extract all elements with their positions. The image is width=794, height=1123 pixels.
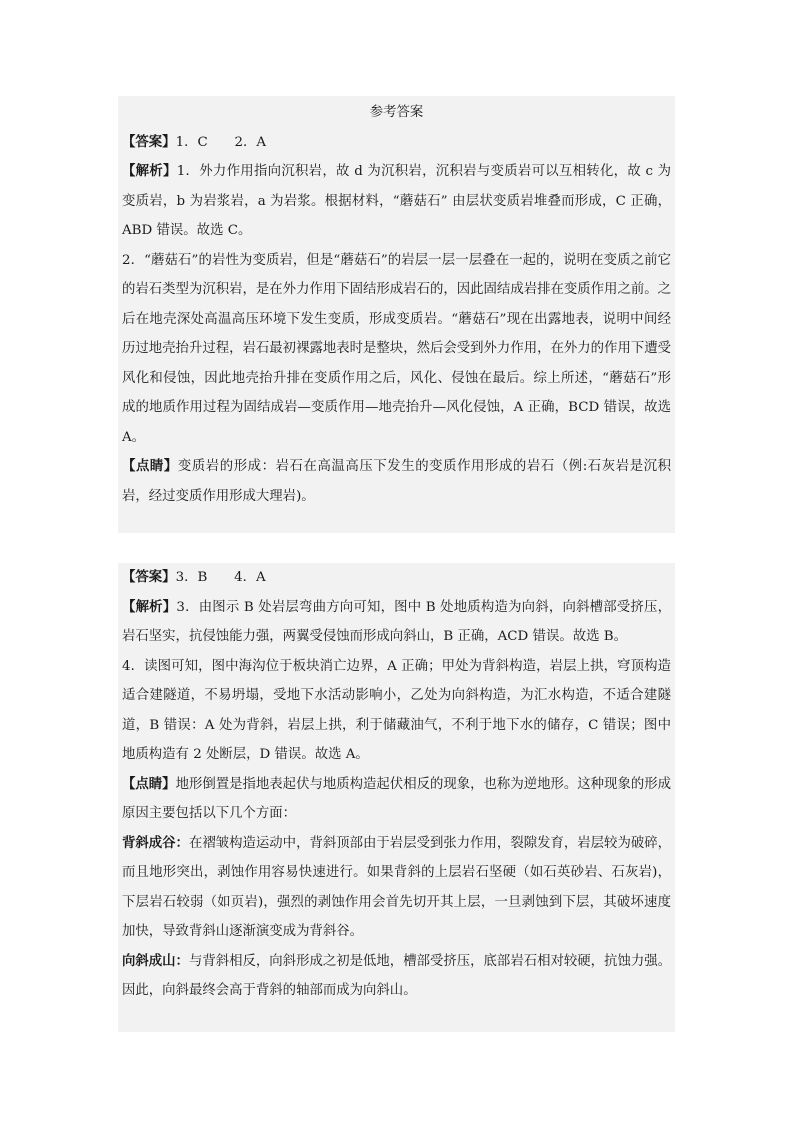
point-text: 在褶皱构造运动中，背斜顶部由于岩层受到张力作用，裂隙发育，岩层较为破碎，而且地形突出，剥蚀作用容易快速进行。如果背斜的上层岩石坚硬（如石英砂岩、石灰岩)，下层岩石较弱（如页岩)，强烈的剥蚀作用会首先切开其上层，一旦剥蚀到下层，其破坏速度加快，导致背斜山逐渐演变成为背斜谷。 <box>122 835 672 939</box>
point-lead: 背斜成谷： <box>122 834 189 851</box>
answer-line <box>122 128 671 158</box>
answer-block-1 <box>118 96 675 533</box>
point-anticline-valley <box>122 829 671 947</box>
analysis-tag: 【解析】 <box>122 598 177 615</box>
point-lead: 向斜成山： <box>122 952 189 969</box>
page-title: 参考答案 <box>369 105 424 120</box>
tip-text: 地形倒置是指地表起伏与地质构造起伏相反的现象，也称为逆地形。这种现象的形成原因主要包括以下几个方面： <box>122 776 672 821</box>
analysis-text: 3．由图示 B 处岩层弯曲方向可知，图中 B 处地质构造为向斜，向斜槽部受挤压，岩石坚实，抗侵蚀能力强，两翼受侵蚀而形成向斜山，B 正确，ACD 错误。故选 B。 <box>122 599 671 644</box>
point-text: 与背斜相反，向斜形成之初是低地，槽部受挤压，底部岩石相对较硬，抗蚀力强。因此，向斜最终会高于背斜的轴部而成为向斜山。 <box>122 953 672 998</box>
analysis-paragraph-1 <box>122 157 671 246</box>
answer-text: 3．B 4．A <box>175 570 266 585</box>
tip-paragraph <box>122 770 671 829</box>
tip-tag: 【点睛】 <box>122 775 176 792</box>
analysis-text: 1．外力作用指向沉积岩，故 d 为沉积岩，沉积岩与变质岩可以互相转化，故 c 为变质岩，b 为岩浆岩，a 为岩浆。根据材料，“蘑菇石” 由层状变质岩堆叠而形成，C 正确，ABD 错误。故选 C。 <box>122 164 671 238</box>
analysis-paragraph-4: 4．读图可知，图中海沟位于板块消亡边界，A 正确；甲处为背斜构造，岩层上拱，穹顶构造适合建隧道，不易坍塌，受地下水活动影响小，乙处为向斜构造，为汇水构造，不适合建隧道，B 错误：A 处为背斜，岩层上拱，利于储藏油气，不利于地下水的储存，C 错误；图中地质构造有 2 处断层，D 错误。故选 A。 <box>122 658 671 762</box>
tip-tag: 【点睛】 <box>122 458 178 474</box>
analysis-paragraph-2: 2．“蘑菇石”的岩性为变质岩，但是“蘑菇石”的岩层一层一层叠在一起的，说明在变质之前它的岩石类型为沉积岩，是在外力作用下固结形成岩石的，因此固结成岩排在变质作用之前。之后在地壳深处高温高压环境下发生变质，形成变质岩。“蘑菇石”现在出露地表，说明中间经历过地壳抬升过程，岩石最初裸露地表时是整块，然后会受到外力作用，在外力的作用下遭受风化和侵蚀，因此地壳抬升排在变质作用之后，风化、侵蚀在最后。综上所述，“蘑菇石”形成的地质作用过程为固结成岩—变质作用—地壳抬升—风化侵蚀，A 正确，BCD 错误，故选 A。 <box>122 252 672 445</box>
analysis-tag: 【解析】 <box>122 163 177 179</box>
point-syncline-mountain <box>122 947 671 1006</box>
tip-paragraph <box>122 452 671 511</box>
answer-line <box>122 563 671 593</box>
analysis-paragraph-3 <box>122 593 671 652</box>
answer-block-2 <box>118 563 675 1032</box>
answer-text: 1．C 2．A <box>175 134 267 150</box>
answer-tag: 【答案】 <box>122 569 176 585</box>
answer-tag: 【答案】 <box>122 133 176 150</box>
tip-text: 变质岩的形成：岩石在高温高压下发生的变质作用形成的岩石（例:石灰岩是沉积岩，经过变质作用形成大理岩)。 <box>122 459 672 504</box>
